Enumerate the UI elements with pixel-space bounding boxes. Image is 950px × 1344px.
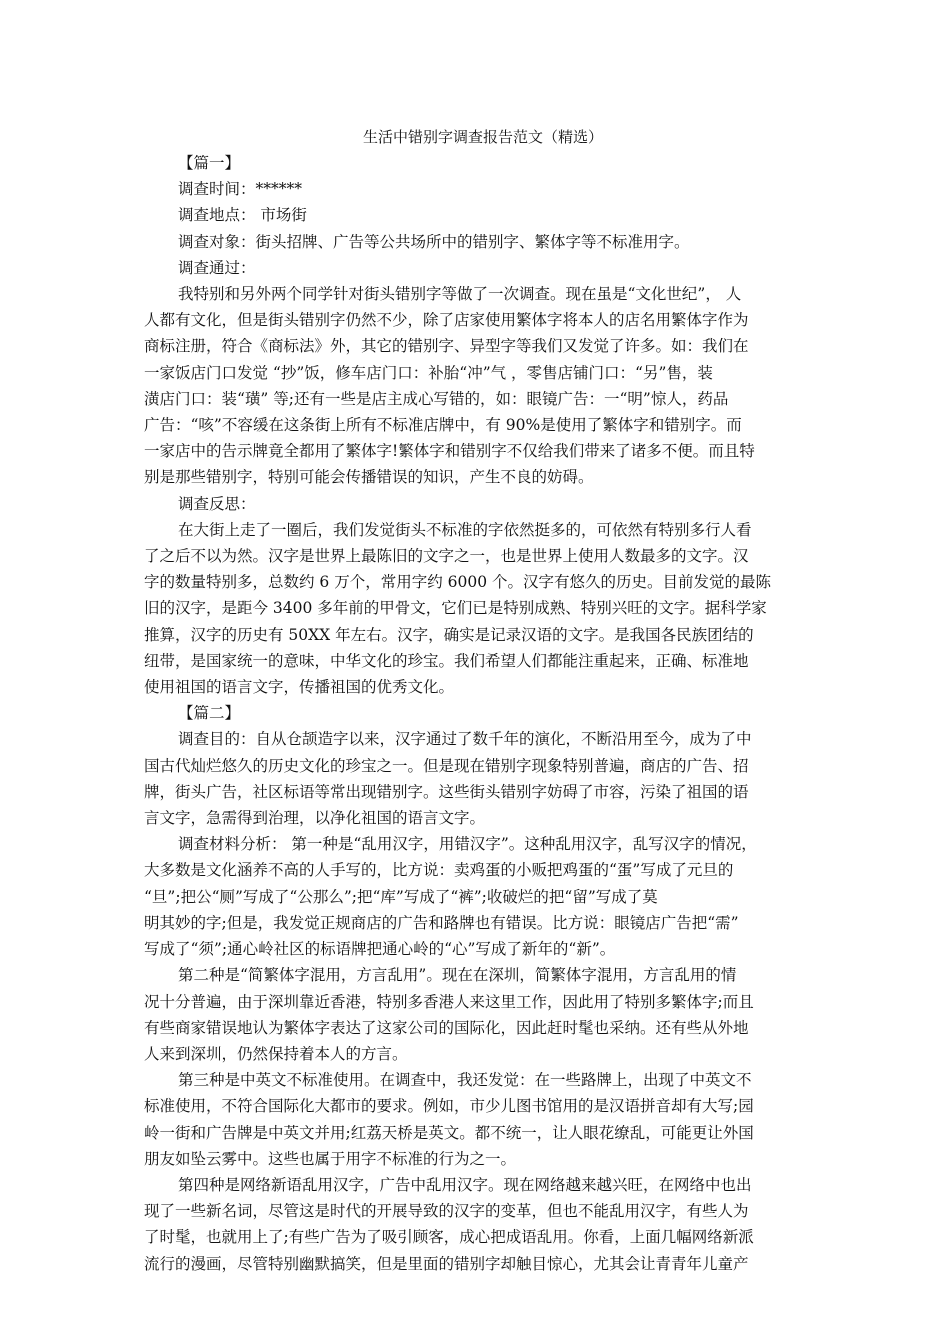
paragraph-line: 了之后不以为然。汉字是世界上最陈旧的文字之一，也是世界上使用人数最多的文字。汉 xyxy=(144,547,749,566)
paragraph-line: 第四种是网络新语乱用汉字，广告中乱用汉字。现在网络越来越兴旺，在网络中也出 xyxy=(178,1175,752,1194)
paragraph-line: 第三种是中英文不标准使用。在调查中，我还发觉：在一些路牌上，出现了中英文不 xyxy=(178,1071,752,1090)
section-two-heading: 【篇二】 xyxy=(178,704,241,723)
survey-process-label: 调查通过： xyxy=(178,258,256,277)
survey-reflection-label: 调查反思： xyxy=(178,494,256,513)
paragraph-line: 第二种是“简繁体字混用，方言乱用”。现在在深圳，简繁体字混用，方言乱用的情 xyxy=(178,966,737,985)
paragraph-line: 一家店中的告示牌竟全都用了繁体字!繁体字和错别字不仅给我们带来了诸多不便。而且特 xyxy=(144,442,755,461)
section-one-heading: 【篇一】 xyxy=(178,154,241,172)
paragraph-line: 别是那些错别字，特别可能会传播错误的知识，产生不良的妨碍。 xyxy=(144,468,594,487)
fourth-type-paragraph xyxy=(144,1172,810,1277)
paragraph-line: 潢店门口：装“璜” 等;还有一些是店主成心写错的，如：眼镜广告：一“明”惊人，药品 xyxy=(144,389,729,408)
paragraph-line: 在大街上走了一圈后，我们发觉街头不标准的字依然挺多的，可依然有特别多行人看 xyxy=(178,520,752,539)
paragraph-line: 有些商家错误地认为繁体字表达了这家公司的国际化，因此赶时髦也采纳。还有些从外地 xyxy=(144,1018,749,1037)
paragraph-line: 写成了“须”;通心岭社区的标语牌把通心岭的“心”写成了新年的“新”。 xyxy=(144,940,616,959)
paragraph-line: 调查目的：自从仓颉造字以来，汉字通过了数千年的演化，不断沿用至今，成为了中 xyxy=(178,730,752,749)
survey-time: 调查时间：****** xyxy=(178,180,303,199)
paragraph-line: 明其妙的字;但是，我发觉正规商店的广告和路牌也有错误。比方说：眼镜店广告把“需” xyxy=(144,913,739,932)
paragraph-line: 字的数量特别多，总数约 6 万个，常用字约 6000 个。汉字有悠久的历史。目前发觉的最陈 xyxy=(144,573,772,592)
paragraph-line: 纽带，是国家统一的意味，中华文化的珍宝。我们希望人们都能注重起来，正确、标准地 xyxy=(144,651,749,670)
paragraph-line: 了时髦，也就用上了;有些广告为了吸引顾客，成心把成语乱用。你看，上面几幅网络新派 xyxy=(144,1228,754,1247)
survey-process-paragraph xyxy=(144,281,810,491)
paragraph-line: 朋友如坠云雾中。这些也属于用字不标准的行为之一。 xyxy=(144,1149,517,1168)
paragraph-line: 旧的汉字，是距今 3400 多年前的甲骨文，它们已是特别成熟、特别兴旺的文字。据科学家 xyxy=(144,599,767,618)
paragraph-line: 我特别和另外两个同学针对街头错别字等做了一次调查。现在虽是“文化世纪”， 人 xyxy=(178,285,742,304)
paragraph-line: 现了一些新名词，尽管这是时代的开展导致的汉字的变革，但也不能乱用汉字，有些人为 xyxy=(144,1202,749,1221)
paragraph-line: 推算，汉字的历史有 50XX 年左右。汉字，确实是记录汉语的文字。是我国各民族团结的 xyxy=(144,625,754,644)
paragraph-line: 商标注册，符合《商标法》外，其它的错别字、异型字等我们又发觉了许多。如：我们在 xyxy=(144,337,749,356)
document-page xyxy=(144,124,810,1277)
paragraph-line: 国古代灿烂悠久的历史文化的珍宝之一。但是现在错别字现象特别普遍，商店的广告、招 xyxy=(144,756,749,775)
survey-reflection-paragraph xyxy=(144,517,810,700)
second-type-paragraph xyxy=(144,962,810,1067)
survey-target: 调查对象：街头招牌、广告等公共场所中的错别字、繁体字等不标准用字。 xyxy=(178,232,690,251)
paragraph-line: 人都有文化，但是街头错别字仍然不少，除了店家使用繁体字将本人的店名用繁体字作为 xyxy=(144,311,749,330)
paragraph-line: 一家饭店门口发觉 “抄”饭，修车店门口：补胎“冲”气 ，零售店铺门口：“另”售，装 xyxy=(144,363,713,382)
survey-purpose-paragraph xyxy=(144,726,810,831)
paragraph-line: 调查材料分析： 第一种是“乱用汉字，用错汉字”。这种乱用汉字，乱写汉字的情况， xyxy=(178,835,757,854)
paragraph-line: 标准使用，不符合国际化大都市的要求。例如，市少儿图书馆用的是汉语拼音却有大写;园 xyxy=(144,1097,754,1116)
paragraph-line: 牌，街头广告，社区标语等常出现错别字。这些街头错别字妨碍了市容，污染了祖国的语 xyxy=(144,782,749,801)
paragraph-line: 流行的漫画，尽管特别幽默搞笑，但是里面的错别字却触目惊心，尤其会让青青年儿童产 xyxy=(144,1254,749,1273)
paragraph-line: 广告：“咳”不容缓在这条街上所有不标准店牌中，有 90%是使用了繁体字和错别字。而 xyxy=(144,416,742,435)
paragraph-line: 人来到深圳，仍然保持着本人的方言。 xyxy=(144,1044,408,1063)
paragraph-line: 岭一街和广告牌是中英文并用;红荔天桥是英文。都不统一，让人眼花缭乱，可能更让外国 xyxy=(144,1123,754,1142)
paragraph-line: 使用祖国的语言文字，传播祖国的优秀文化。 xyxy=(144,678,455,697)
material-analysis-paragraph xyxy=(144,831,810,962)
survey-place: 调查地点： 市场街 xyxy=(178,206,307,225)
paragraph-line: 言文字，急需得到治理，以净化祖国的语言文字。 xyxy=(144,809,486,828)
document-title: 生活中错别字调查报告范文（精选） xyxy=(362,128,603,146)
paragraph-line: 况十分普遍，由于深圳靠近香港，特别多香港人来这里工作，因此用了特别多繁体字;而且 xyxy=(144,992,754,1011)
paragraph-line: “旦”;把公“厕”写成了“公那么”;把“库”写成了“裤”;收破烂的把“留”写成了莫 xyxy=(144,887,658,906)
third-type-paragraph xyxy=(144,1067,810,1172)
paragraph-line: 大多数是文化涵养不高的人手写的，比方说：卖鸡蛋的小贩把鸡蛋的“蛋”写成了元旦的 xyxy=(144,861,734,880)
